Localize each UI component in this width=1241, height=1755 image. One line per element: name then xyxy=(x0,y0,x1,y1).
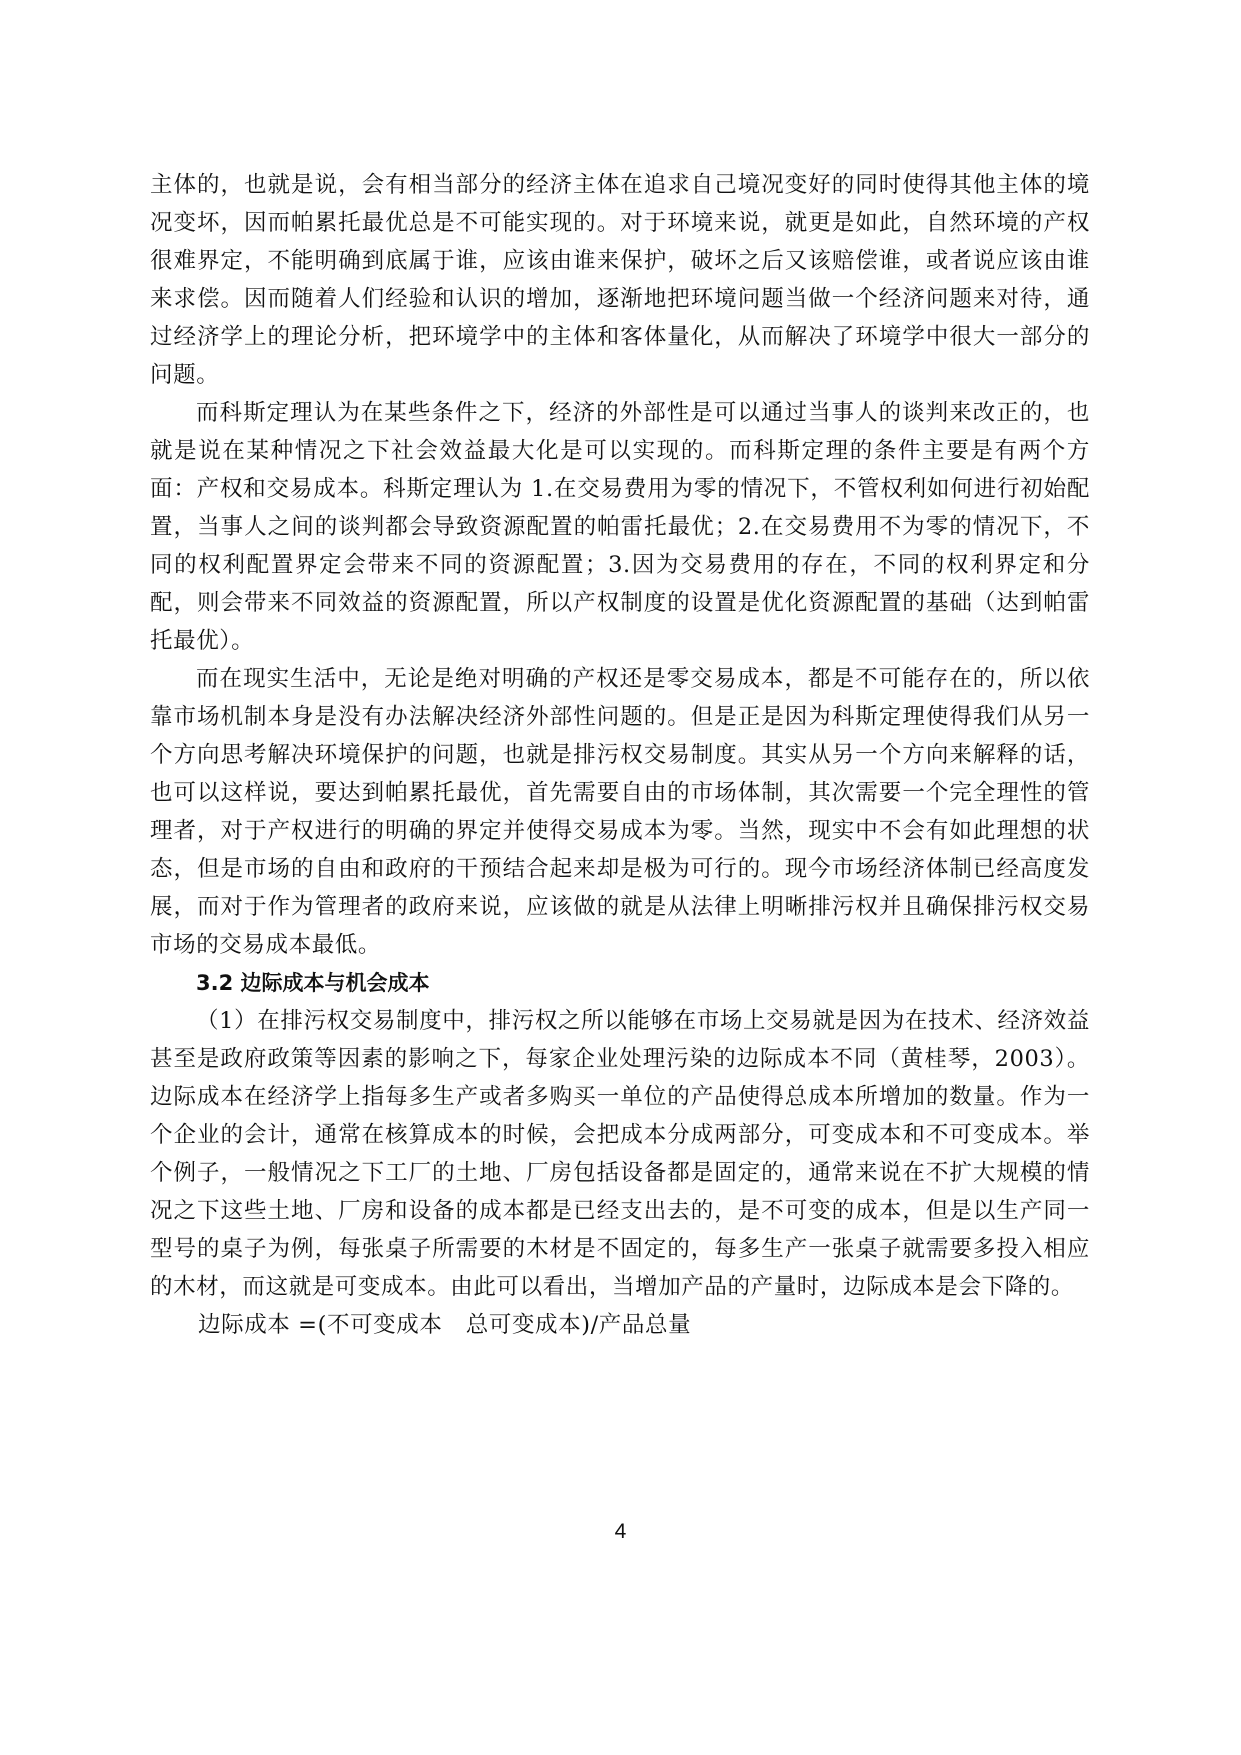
paragraph-coase-theorem: 而科斯定理认为在某些条件之下，经济的外部性是可以通过当事人的谈判来改正的，也就是说在某种情况之下社会效益最大化是可以实现的。而科斯定理的条件主要是有两个方面：产权和交易成本。科斯定理认为 1.在交易费用为零的情况下，不管权利如何进行初始配置，当事人之间的谈判都会导致资源配置的帕雷托最优；2.在交易费用不为零的情况下，不同的权利配置界定会带来不同的资源配置；3.因为交易费用的存在，不同的权利界定和分配，则会带来不同效益的资源配置，所以产权制度的设置是优化资源配置的基础（达到帕雷托最优）。 xyxy=(150,400,1090,654)
paragraph-reality: 而在现实生活中，无论是绝对明确的产权还是零交易成本，都是不可能存在的，所以依靠市场机制本身是没有办法解决经济外部性问题的。但是正是因为科斯定理使得我们从另一个方向思考解决环境保护的问题，也就是排污权交易制度。其实从另一个方向来解释的话，也可以这样说，要达到帕累托最优，首先需要自由的市场体制，其次需要一个完全理性的管理者，对于产权进行的明确的界定并使得交易成本为零。当然，现实中不会有如此理想的状态，但是市场的自由和政府的干预结合起来却是极为可行的。现今市场经济体制已经高度发展，而对于作为管理者的政府来说，应该做的就是从法律上明晰排污权并且确保排污权交易市场的交易成本最低。 xyxy=(150,666,1090,958)
document-body xyxy=(150,166,1090,1344)
marginal-cost-formula: 边际成本 =(不可变成本 总可变成本)/产品总量 xyxy=(198,1312,692,1338)
page-number: 4 xyxy=(614,1520,627,1543)
section-heading: 3.2 边际成本与机会成本 xyxy=(196,971,430,995)
paragraph-marginal-cost: （1）在排污权交易制度中，排污权之所以能够在市场上交易就是因为在技术、经济效益甚至是政府政策等因素的影响之下，每家企业处理污染的边际成本不同（黄桂琴，2003）。边际成本在经济学上指每多生产或者多购买一单位的产品使得总成本所增加的数量。作为一个企业的会计，通常在核算成本的时候，会把成本分成两部分，可变成本和不可变成本。举个例子，一般情况之下工厂的土地、厂房包括设备都是固定的，通常来说在不扩大规模的情况之下这些土地、厂房和设备的成本都是已经支出去的，是不可变的成本，但是以生产同一型号的桌子为例，每张桌子所需要的木材是不固定的，每多生产一张桌子就需要多投入相应的木材，而这就是可变成本。由此可以看出，当增加产品的产量时，边际成本是会下降的。 xyxy=(150,1008,1090,1300)
paragraph-continuation: 主体的，也就是说，会有相当部分的经济主体在追求自己境况变好的同时使得其他主体的境况变坏，因而帕累托最优总是不可能实现的。对于环境来说，就更是如此，自然环境的产权很难界定，不能明确到底属于谁，应该由谁来保护，破坏之后又该赔偿谁，或者说应该由谁来求偿。因而随着人们经验和认识的增加，逐渐地把环境问题当做一个经济问题来对待，通过经济学上的理论分析，把环境学中的主体和客体量化，从而解决了环境学中很大一部分的问题。 xyxy=(150,172,1090,388)
